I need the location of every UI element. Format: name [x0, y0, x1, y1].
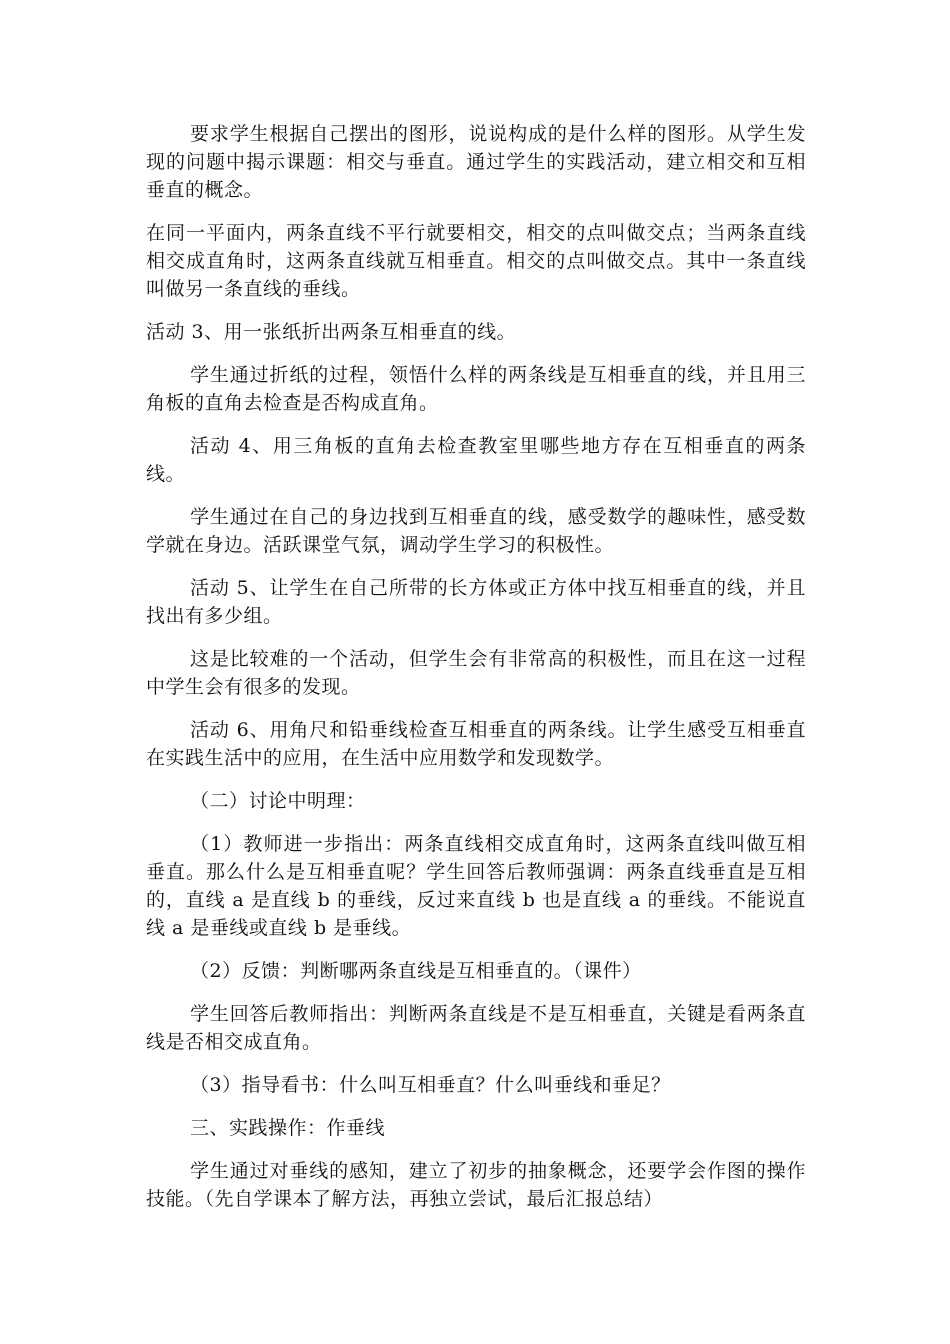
paragraph-point-3: （3）指导看书：什么叫互相垂直？什么叫垂线和垂足？	[190, 1074, 671, 1096]
paragraph-16: 学生通过对垂线的感知，建立了初步的抽象概念，还要学会作图的操作技能。（先自学课本了解方法，再独立尝试，最后汇报总结）	[146, 1160, 806, 1210]
paragraph-activity-4: 活动 4、用三角板的直角去检查教室里哪些地方存在互相垂直的两条线。	[146, 435, 806, 485]
paragraph-point-1: （1）教师进一步指出：两条直线相交成直角时，这两条直线叫做互相垂直。那么什么是互相垂直呢？学生回答后教师强调：两条直线垂直是互相的，直线 a 是直线 b 的垂线，反过来直线 b 也是直线 a 的垂线。不能说直线 a 是垂线或直线 b 是垂线。	[146, 833, 806, 939]
section-heading-practice: 三、实践操作：作垂线	[190, 1117, 386, 1139]
paragraph-activity-6: 活动 6、用角尺和铅垂线检查互相垂直的两条线。让学生感受互相垂直在实践生活中的应用，在生活中应用数学和发现数学。	[146, 719, 806, 769]
document-page	[146, 120, 806, 1228]
paragraph-13: 学生回答后教师指出：判断两条直线是不是互相垂直，关键是看两条直线是否相交成直角。	[146, 1003, 806, 1053]
paragraph-2: 在同一平面内，两条直线不平行就要相交，相交的点叫做交点；当两条直线相交成直角时，这两条直线就互相垂直。相交的点叫做交点。其中一条直线叫做另一条直线的垂线。	[146, 222, 806, 300]
paragraph-activity-3: 活动 3、用一张纸折出两条互相垂直的线。	[146, 321, 517, 343]
paragraph-activity-5: 活动 5、让学生在自己所带的长方体或正方体中找互相垂直的线，并且找出有多少组。	[146, 577, 806, 627]
paragraph-6: 学生通过在自己的身边找到互相垂直的线，感受数学的趣味性，感受数学就在身边。活跃课堂气氛，调动学生学习的积极性。	[146, 506, 806, 556]
paragraph-point-2: （2）反馈：判断哪两条直线是互相垂直的。（课件）	[190, 960, 642, 982]
paragraph-1: 要求学生根据自己摆出的图形，说说构成的是什么样的图形。从学生发现的问题中揭示课题：相交与垂直。通过学生的实践活动，建立相交和互相垂直的概念。	[146, 123, 806, 201]
paragraph-8: 这是比较难的一个活动，但学生会有非常高的积极性，而且在这一过程中学生会有很多的发现。	[146, 648, 806, 698]
section-heading-discussion: （二）讨论中明理：	[190, 790, 366, 812]
paragraph-4: 学生通过折纸的过程，领悟什么样的两条线是互相垂直的线，并且用三角板的直角去检查是否构成直角。	[146, 364, 806, 414]
